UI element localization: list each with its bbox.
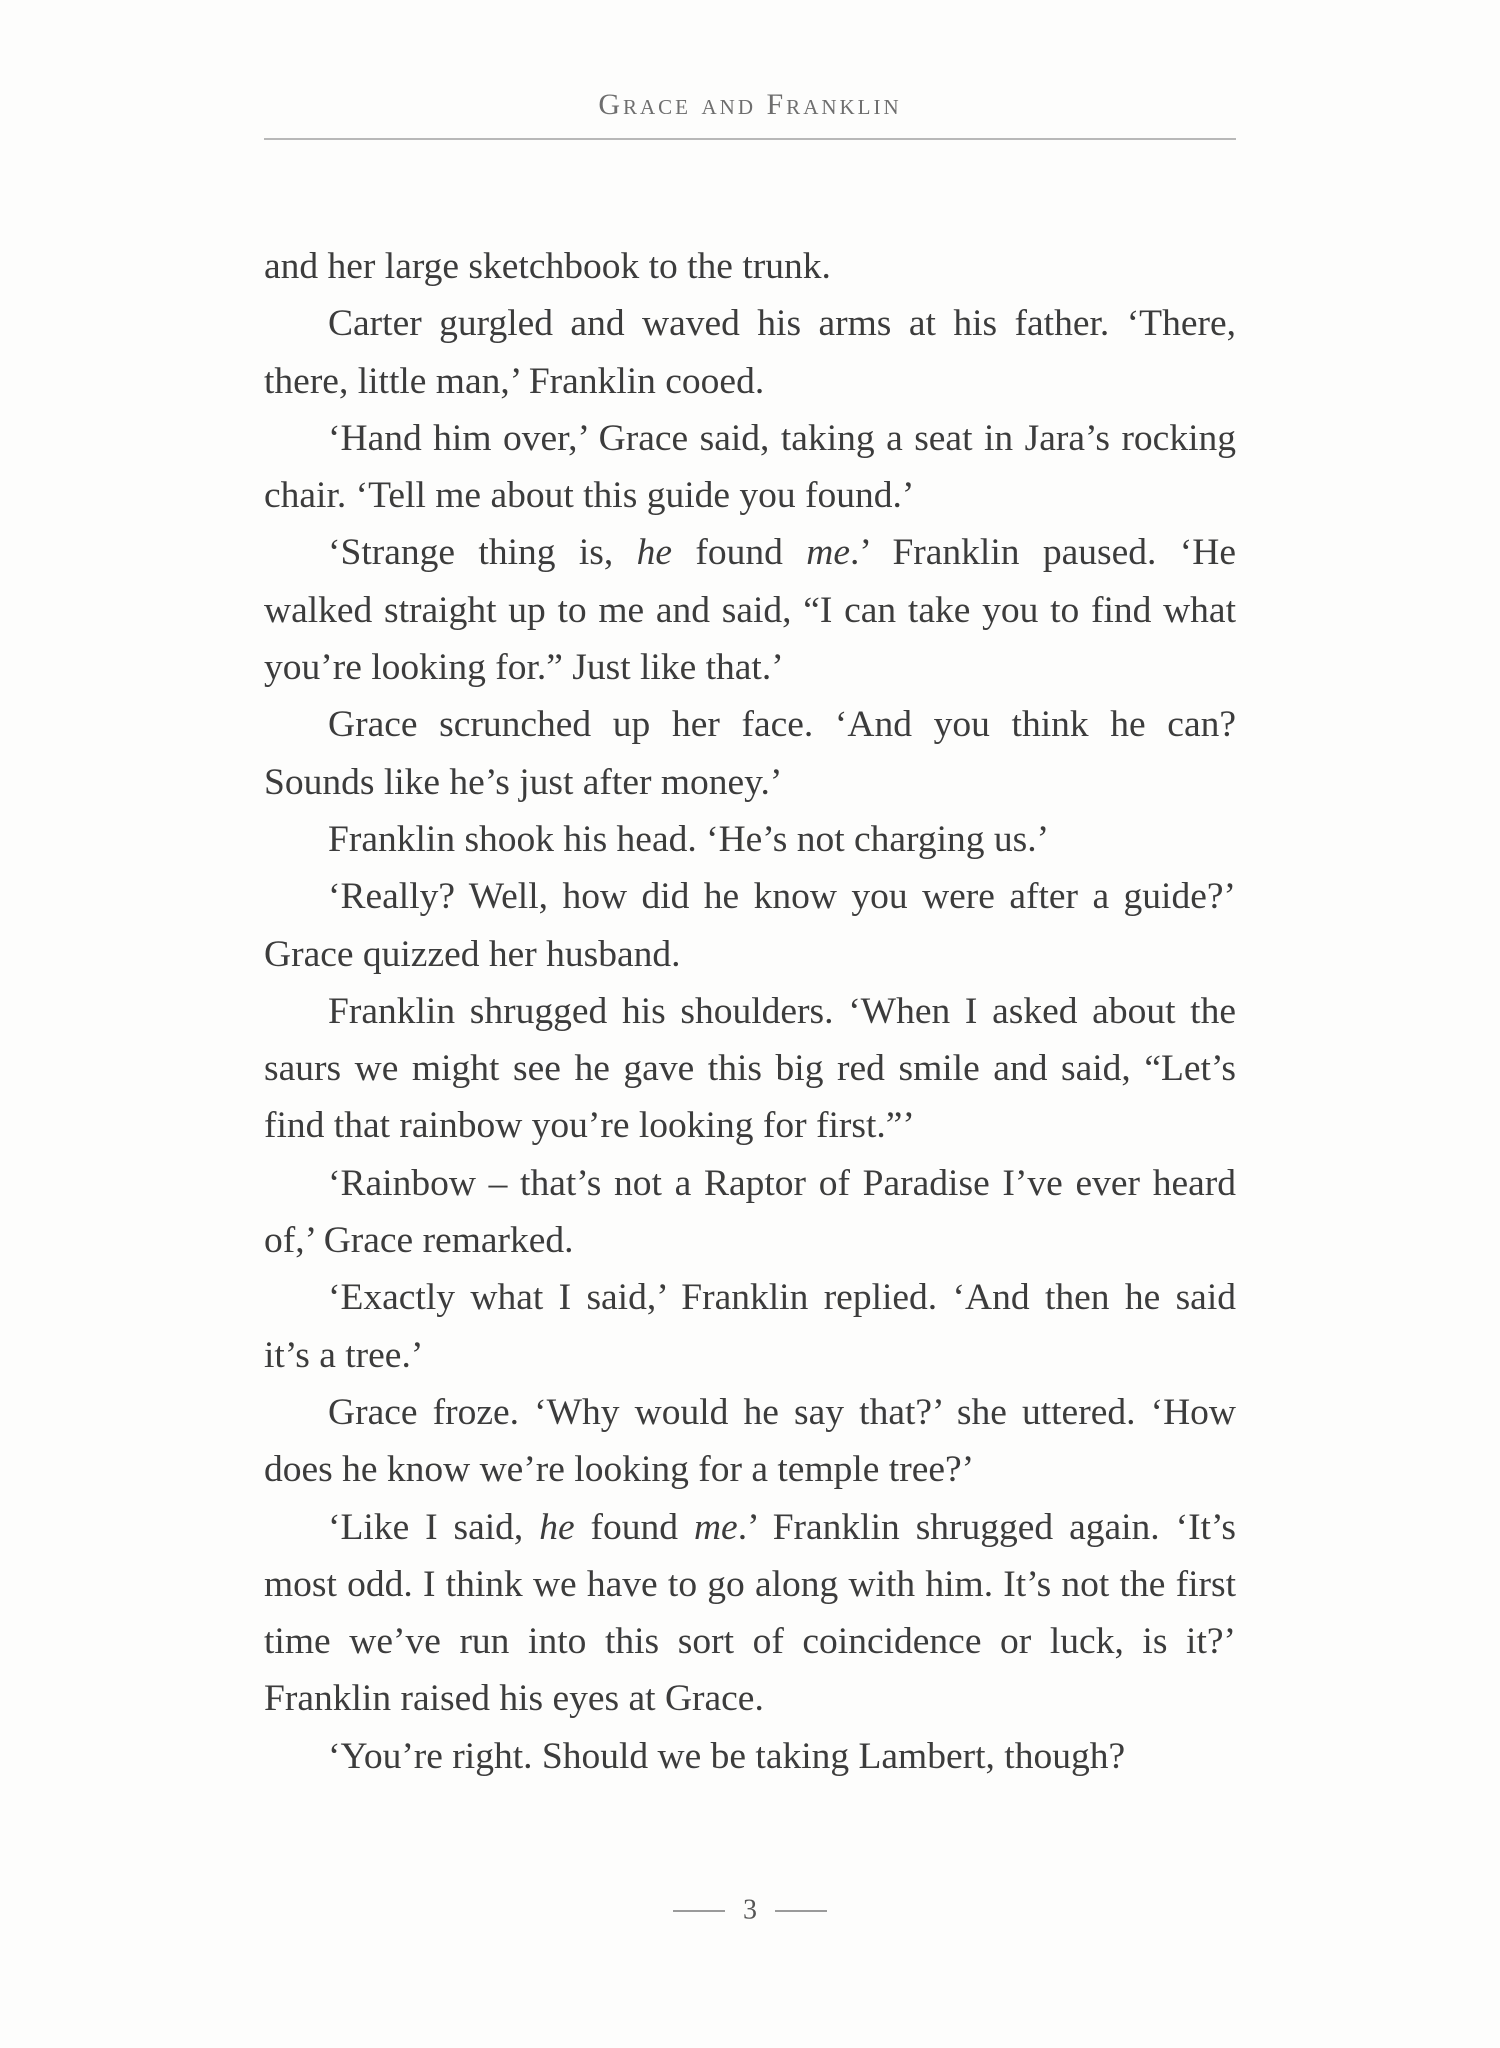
paragraph (264, 410, 1236, 525)
paragraph (264, 1384, 1236, 1499)
text-run: Grace scrunched up her face. ‘And you think he can? Sounds like he’s just after money.’ (264, 704, 1236, 803)
paragraph (264, 811, 1236, 868)
paragraph (264, 1499, 1236, 1728)
italic-text: he (539, 1506, 575, 1548)
text-run: Franklin shrugged his shoulders. ‘When I asked about the saurs we might see he gave this big red smile and said, “Let’s find that rainbow you’re looking for first.”’ (264, 990, 1236, 1147)
header-rule (264, 138, 1236, 140)
text-run: ‘Hand him over,’ Grace said, taking a seat in Jara’s rocking chair. ‘Tell me about this guide you found.’ (264, 417, 1236, 517)
page-number: 3 (743, 1894, 757, 1926)
italic-text: me (693, 1506, 738, 1548)
text-run: .’ Franklin paused. ‘He walked straight up to me and said, “I can take you to find what you’re looking for.” Just like that.’ (264, 532, 1236, 689)
folio-rule-left (673, 1910, 725, 1912)
italic-text: he (636, 532, 673, 574)
text-run: Carter gurgled and waved his arms at his father. ‘There, there, little man,’ Franklin cooed. (264, 303, 1236, 402)
paragraph (264, 983, 1236, 1155)
text-run: .’ Franklin shrugged again. ‘It’s most odd. I think we have to go along with him. It’s not the first time we’ve run into this sort of coincidence or luck, is it?’ Franklin raised his eyes at Grace. (264, 1506, 1236, 1720)
folio-rule-right (775, 1910, 827, 1912)
paragraph (264, 696, 1236, 811)
text-run: and her large sketchbook to the trunk. (264, 246, 831, 287)
paragraph (264, 1269, 1236, 1384)
paragraph (264, 238, 1236, 295)
text-run: ‘Exactly what I said,’ Franklin replied. ‘And then he said it’s a tree.’ (264, 1277, 1236, 1376)
page-footer (0, 1893, 1500, 1927)
running-head-title: Grace and Franklin (598, 88, 902, 121)
text-run: ‘Rainbow – that’s not a Raptor of Paradise I’ve ever heard of,’ Grace remarked. (264, 1162, 1236, 1262)
body-text (264, 238, 1236, 1785)
text-run: ‘You’re right. Should we be taking Lambert, though? (328, 1735, 1126, 1777)
text-run: Franklin shook his head. ‘He’s not charging us.’ (328, 818, 1050, 860)
text-run: ‘Really? Well, how did he know you were after a guide?’ Grace quizzed her husband. (264, 876, 1236, 975)
italic-text: me (806, 532, 850, 574)
paragraph (264, 1728, 1236, 1785)
paragraph (264, 1155, 1236, 1270)
text-run: ‘Like I said, (328, 1506, 540, 1548)
paragraph (264, 868, 1236, 983)
text-run: found (672, 532, 807, 574)
text-run: Grace froze. ‘Why would he say that?’ she uttered. ‘How does he know we’re looking for a temple tree?’ (264, 1391, 1236, 1491)
text-run: ‘Strange thing is, (328, 532, 637, 574)
paragraph (264, 295, 1236, 410)
text-run: found (574, 1506, 694, 1548)
paragraph (264, 524, 1236, 696)
